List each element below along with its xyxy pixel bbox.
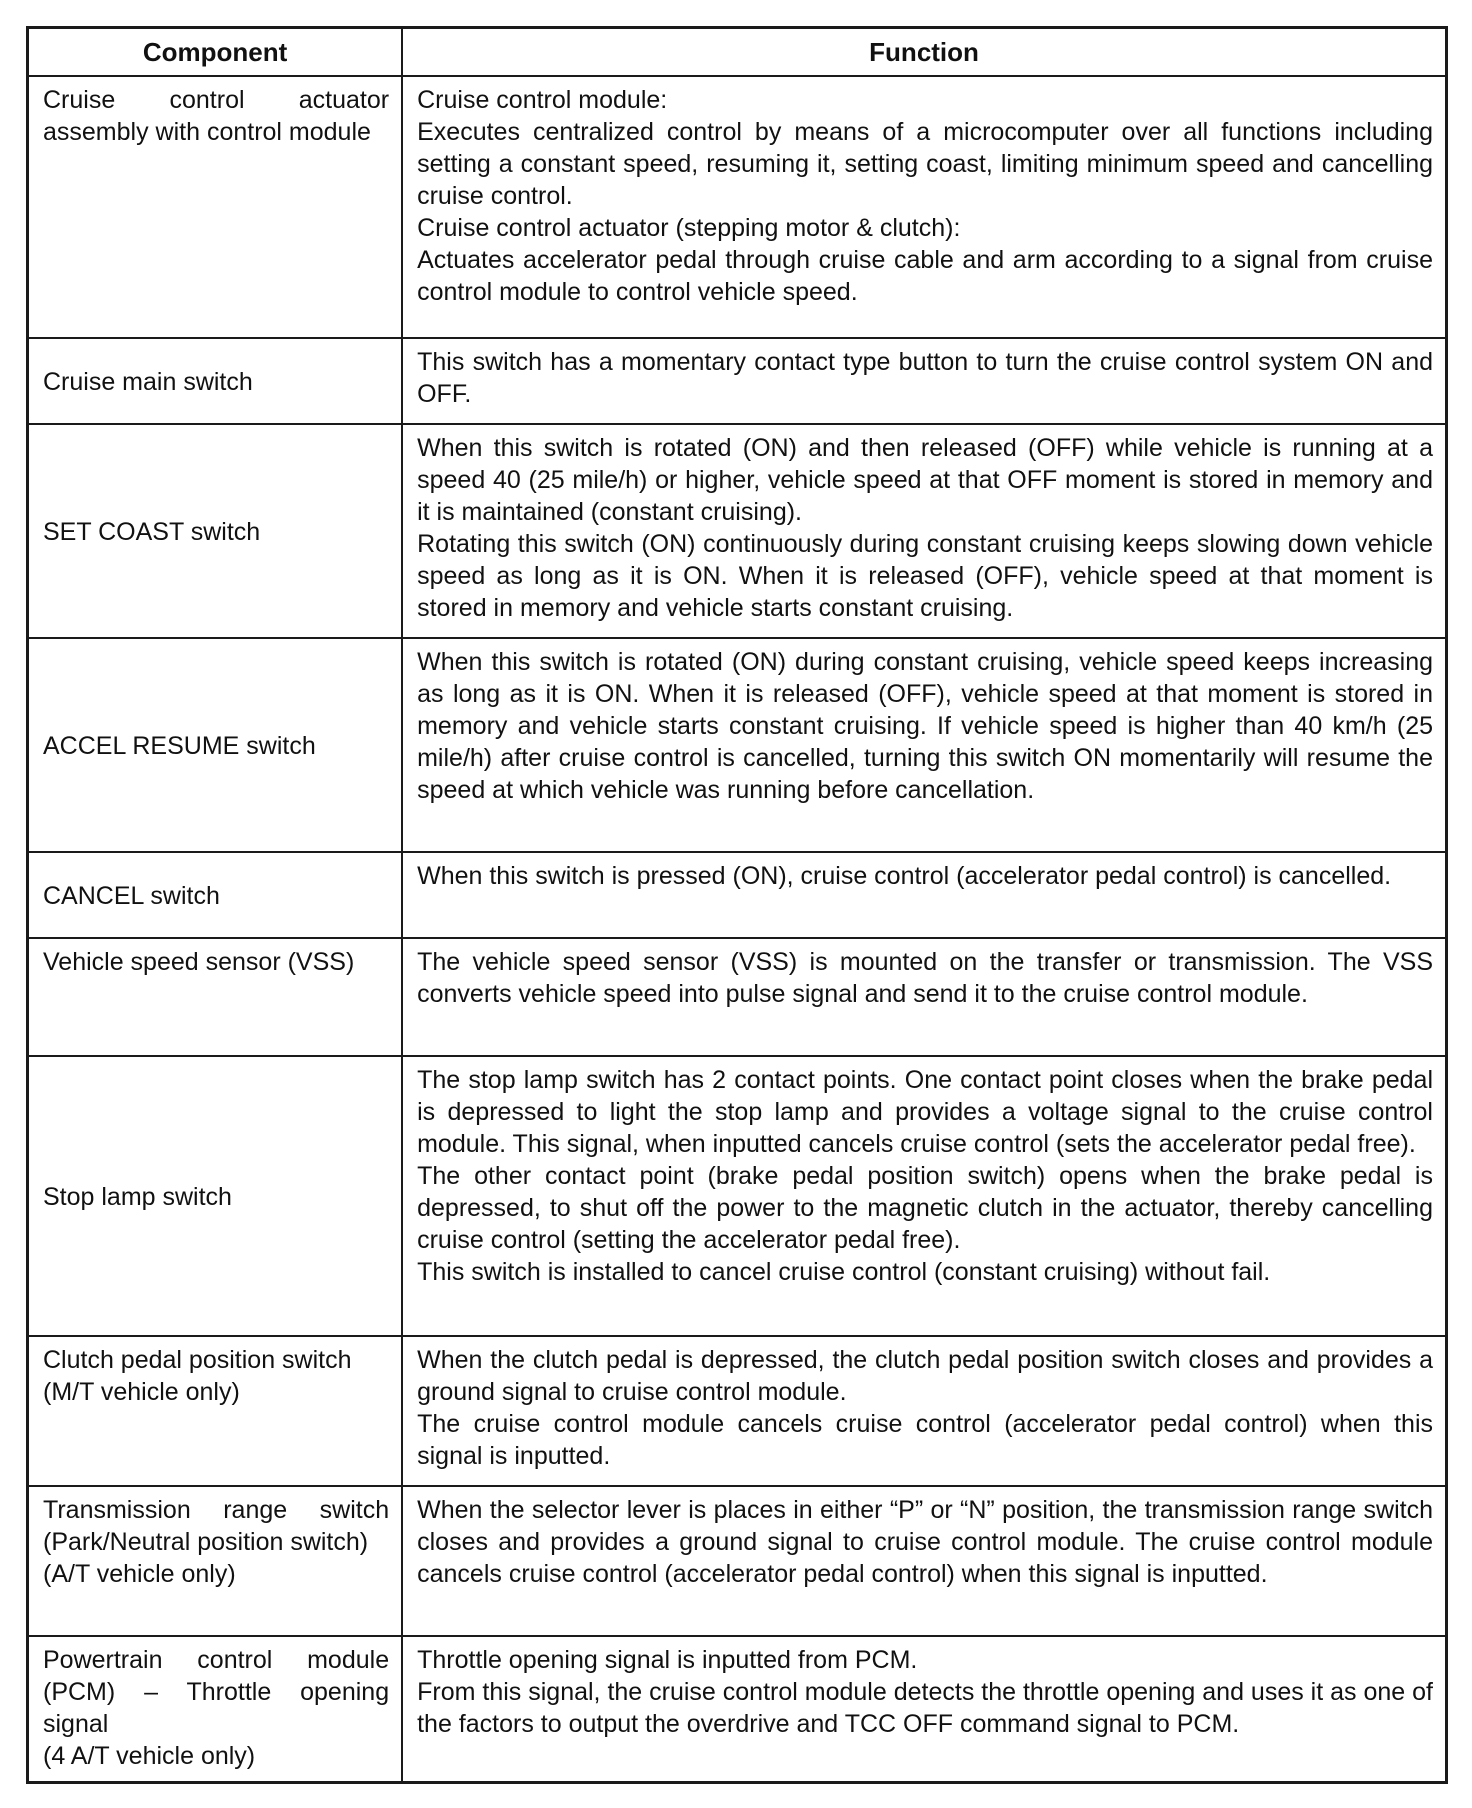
function-text: When the clutch pedal is depressed, the clutch pedal position switch closes and provides a ground signal to cruise control module. (417, 1346, 1433, 1406)
function-text: When this switch is pressed (ON), cruise control (accelerator pedal control) is cancelled. (417, 862, 1392, 890)
function-cell (402, 1336, 1446, 1486)
component-name: SET COAST switch (43, 517, 261, 546)
component-note: (M/T vehicle only) (43, 1378, 240, 1406)
component-cell (28, 76, 403, 338)
component-note: (4 A/T vehicle only) (43, 1742, 256, 1770)
function-text: The other contact point (brake pedal position switch) opens when the brake pedal is depressed, to shut off the power to the magnetic clutch in the actuator, thereby cancelling cruise control (setting the accelerator pedal free). (417, 1162, 1433, 1254)
function-cell (402, 76, 1446, 338)
component-cell (28, 852, 403, 938)
function-cell (402, 938, 1446, 1056)
document-page (26, 26, 1448, 1784)
component-cell (28, 1486, 403, 1636)
function-text: The stop lamp switch has 2 contact points. One contact point closes when the brake pedal is depressed to light the stop lamp and provides a voltage signal to the cruise control module. This signal, when inputted cancels cruise control (sets the accelerator pedal free). (417, 1066, 1433, 1158)
table-row (28, 338, 1447, 424)
function-text: Cruise control module: (417, 86, 668, 114)
component-cell (28, 1636, 403, 1782)
table-row (28, 852, 1447, 938)
column-header-component: Component (28, 28, 403, 77)
component-cell (28, 338, 403, 424)
table-row (28, 1336, 1447, 1486)
function-text: Actuates accelerator pedal through cruise cable and arm according to a signal from cruise control module to control vehicle speed. (417, 246, 1433, 306)
function-text: When this switch is rotated (ON) and then released (OFF) while vehicle is running at a speed 40 (25 mile/h) or higher, vehicle speed at that OFF moment is stored in memory and it is maintained (constant cruising). (417, 434, 1433, 526)
function-cell (402, 638, 1446, 852)
function-cell (402, 1636, 1446, 1782)
table-row (28, 424, 1447, 638)
function-text: This switch is installed to cancel cruise control (constant cruising) without fail. (417, 1258, 1271, 1286)
function-text: From this signal, the cruise control module detects the throttle opening and uses it as one of the factors to output the overdrive and TCC OFF command signal to PCM. (417, 1678, 1433, 1738)
function-text: Cruise control actuator (stepping motor & clutch): (417, 214, 961, 242)
function-text: Rotating this switch (ON) continuously during constant cruising keeps slowing down vehicle speed as long as it is ON. When it is released (OFF), vehicle speed at that moment is stored in memory and vehicle starts constant cruising. (417, 530, 1433, 622)
table-header-row (28, 28, 1447, 77)
function-text: The vehicle speed sensor (VSS) is mounted on the transfer or transmission. The VSS converts vehicle speed into pulse signal and send it to the cruise control module. (417, 948, 1433, 1008)
function-text: Executes centralized control by means of a microcomputer over all functions including setting a constant speed, resuming it, setting coast, limiting minimum speed and cancelling cruise control. (417, 118, 1433, 210)
table-row (28, 76, 1447, 338)
function-cell (402, 1486, 1446, 1636)
table-row (28, 1056, 1447, 1336)
component-name: Cruise control actuator assembly with control module (43, 86, 390, 146)
function-cell (402, 338, 1446, 424)
component-name: ACCEL RESUME switch (43, 731, 316, 760)
component-cell (28, 1336, 403, 1486)
table-row (28, 1636, 1447, 1782)
table-row (28, 1486, 1447, 1636)
component-name: Transmission range switch (Park/Neutral position switch) (43, 1496, 390, 1556)
component-name: Powertrain control module (PCM) – Throttle opening signal (43, 1646, 390, 1738)
function-cell (402, 424, 1446, 638)
function-text: This switch has a momentary contact type button to turn the cruise control system ON and OFF. (417, 348, 1433, 408)
function-text: Throttle opening signal is inputted from PCM. (417, 1646, 918, 1674)
component-name: Vehicle speed sensor (VSS) (43, 948, 355, 976)
function-text: The cruise control module cancels cruise control (accelerator pedal control) when this signal is inputted. (417, 1410, 1433, 1470)
component-cell (28, 938, 403, 1056)
component-cell (28, 1056, 403, 1336)
function-cell (402, 852, 1446, 938)
component-name: Cruise main switch (43, 367, 253, 396)
table-row (28, 638, 1447, 852)
function-text: When the selector lever is places in either “P” or “N” position, the transmission range switch closes and provides a ground signal to cruise control module. The cruise control module cancels cruise control (accelerator pedal control) when this signal is inputted. (417, 1496, 1433, 1588)
function-cell (402, 1056, 1446, 1336)
component-note: (A/T vehicle only) (43, 1560, 236, 1588)
component-function-table (26, 26, 1448, 1784)
component-cell (28, 638, 403, 852)
component-name: CANCEL switch (43, 881, 220, 910)
component-name: Clutch pedal position switch (43, 1346, 352, 1374)
component-name: Stop lamp switch (43, 1182, 232, 1211)
function-text: When this switch is rotated (ON) during constant cruising, vehicle speed keeps increasing as long as it is ON. When it is released (OFF), vehicle speed at that moment is stored in memory and vehicle starts constant cruising. If vehicle speed is higher than 40 km/h (25 mile/h) after cruise control is cancelled, turning this switch ON momentarily will resume the speed at which vehicle was running before cancellation. (417, 648, 1433, 804)
component-cell (28, 424, 403, 638)
column-header-function: Function (402, 28, 1446, 77)
table-row (28, 938, 1447, 1056)
